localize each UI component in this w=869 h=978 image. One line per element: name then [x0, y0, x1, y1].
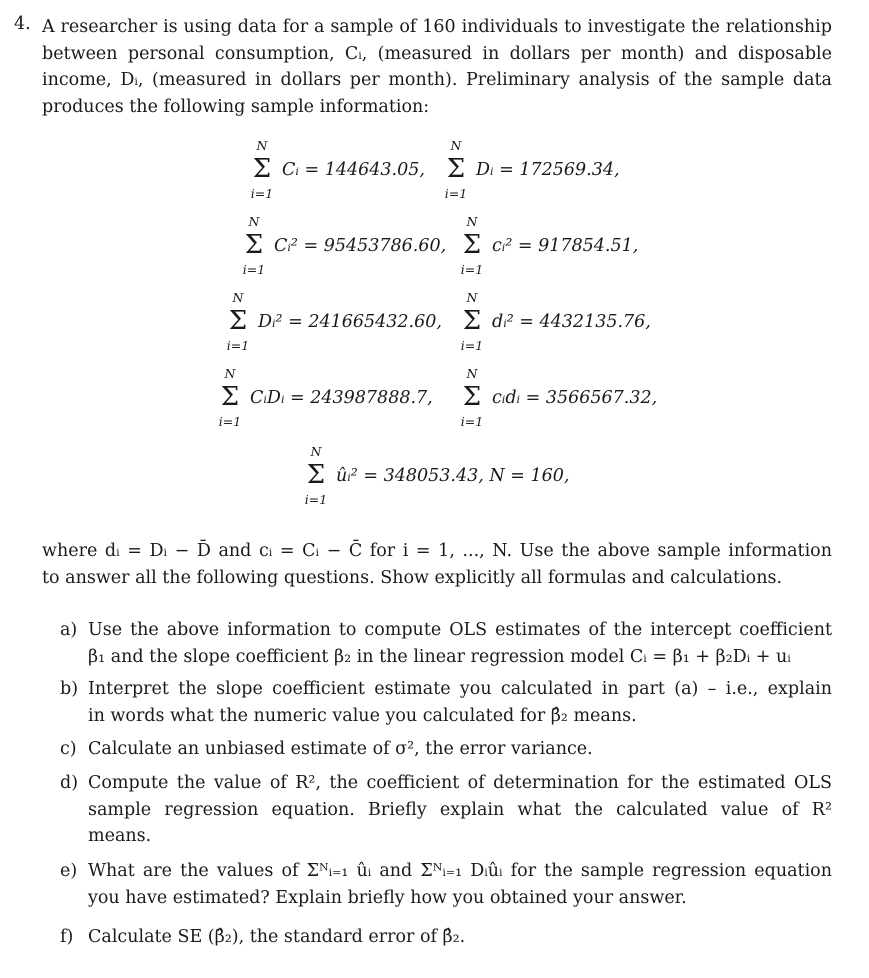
part-f-line-1: Calculate SE (β̂₂), the standard error of β̂₂. [88, 927, 466, 947]
sum-d-value: Dᵢ = 172569.34, [476, 160, 620, 180]
part-a-label: a) [60, 620, 78, 640]
sum-residual-squared-value: ûᵢ² = 348053.43, N = 160, [336, 466, 570, 486]
part-f [60, 924, 832, 952]
sum-lower-c-squared-value: cᵢ² = 917854.51, [492, 236, 639, 256]
equation-row-3: N Σ i=1 Dᵢ² = 241665432.60, N Σ i=1 dᵢ² = 4432135.76, [226, 290, 651, 353]
intro-line-4: produces the following sample information: [42, 96, 430, 117]
part-b-line-2: in words what the numeric value you calculated for β̂₂ means. [88, 705, 637, 726]
part-c-label: c) [60, 739, 77, 759]
part-b [60, 676, 832, 732]
intro-line-1: A researcher is using data for a sample of 160 individuals to investigate the relationship [42, 17, 832, 37]
sum-d-squared-value: Dᵢ² = 241665432.60, [258, 312, 442, 332]
part-a [60, 617, 832, 673]
definitions-paragraph [42, 538, 832, 591]
question-number: 4. [14, 14, 31, 34]
part-d [60, 770, 832, 852]
equation-row-1: N Σ i=1 Cᵢ = 144643.05, N Σ i=1 Dᵢ = 172569.34, [250, 138, 620, 201]
part-f-label: f) [60, 927, 74, 947]
part-d-line-2: sample regression equation. Briefly explain what the calculated value of R² [88, 799, 832, 820]
part-a-line-2: β₁ and the slope coefficient β₂ in the linear regression model Cᵢ = β₁ + β₂Dᵢ + uᵢ [88, 646, 791, 667]
part-e-line-1: What are the values of Σᴺᵢ₌₁ ûᵢ and Σᴺᵢ₌₁ Dᵢûᵢ for the sample regression equation [88, 861, 832, 881]
sum-c-squared-value: Cᵢ² = 95453786.60, [274, 236, 447, 256]
part-d-line-1: Compute the value of R², the coefficient of determination for the estimated OLS [88, 773, 832, 793]
part-e-line-2: you have estimated? Explain briefly how you obtained your answer. [88, 887, 687, 908]
part-d-line-3: means. [88, 826, 152, 846]
sum-lower-d-squared-value: dᵢ² = 4432135.76, [492, 312, 651, 332]
part-d-label: d) [60, 773, 79, 793]
part-b-line-1: Interpret the slope coefficient estimate you calculated in part (a) – i.e., explain [88, 679, 832, 699]
equation-row-2: N Σ i=1 Cᵢ² = 95453786.60, N Σ i=1 cᵢ² = 917854.51, [242, 214, 639, 277]
part-e [60, 858, 832, 914]
sum-cd-value: CᵢDᵢ = 243987888.7, [250, 388, 433, 408]
part-e-label: e) [60, 861, 78, 881]
equation-row-5: N Σ i=1 ûᵢ² = 348053.43, N = 160, [304, 444, 570, 507]
part-b-label: b) [60, 679, 79, 699]
part-a-line-1: Use the above information to compute OLS estimates of the intercept coefficient [88, 620, 832, 640]
part-c [60, 736, 832, 764]
definitions-line-1: where dᵢ = Dᵢ − D̄ and cᵢ = Cᵢ − C̄ for i = 1, ..., N. Use the above sample information [42, 541, 832, 561]
sum-c-value: Cᵢ = 144643.05, [282, 160, 425, 180]
intro-line-2: between personal consumption, Cᵢ, (measured in dollars per month) and disposable [42, 43, 832, 64]
sum-lower-cd-value: cᵢdᵢ = 3566567.32, [492, 388, 658, 408]
part-c-line-1: Calculate an unbiased estimate of σ², the error variance. [88, 739, 593, 759]
intro-line-3: income, Dᵢ, (measured in dollars per month). Preliminary analysis of the sample data [42, 70, 832, 90]
intro-paragraph [42, 14, 832, 120]
equation-row-4: N Σ i=1 CᵢDᵢ = 243987888.7, N Σ i=1 cᵢdᵢ = 3566567.32, [218, 366, 658, 429]
definitions-line-2: to answer all the following questions. Show explicitly all formulas and calculations. [42, 567, 783, 588]
